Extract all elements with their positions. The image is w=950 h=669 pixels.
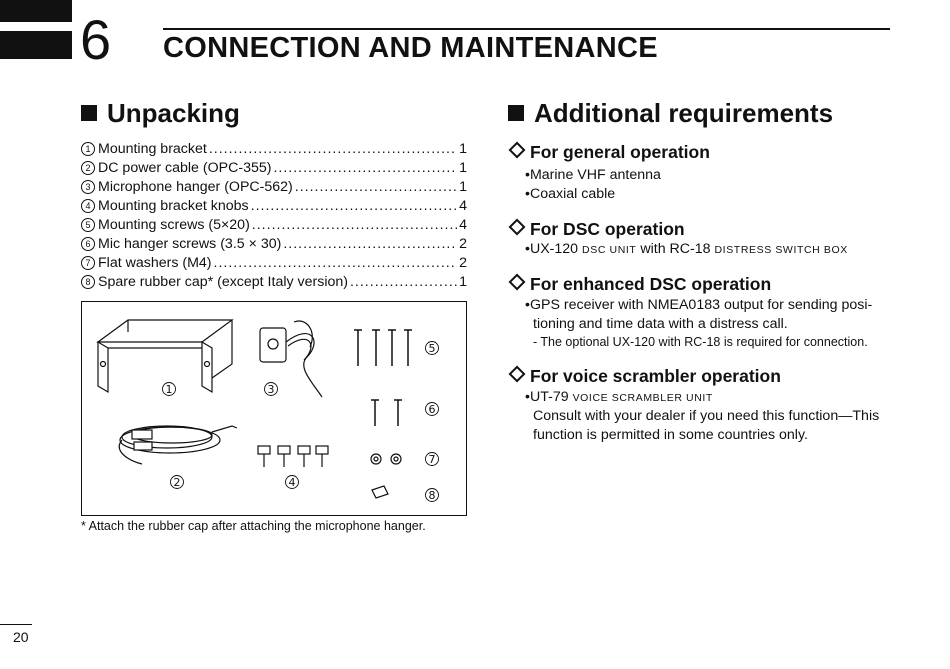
diamond-bullet-icon bbox=[509, 274, 526, 291]
with-desc: DISTRESS SWITCH BOX bbox=[714, 244, 848, 256]
item-quantity: 2 bbox=[459, 255, 467, 271]
rubber-cap-icon bbox=[372, 486, 388, 498]
unpacking-list bbox=[81, 140, 467, 292]
list-item: •GPS receiver with NMEA0183 output for sending posi- bbox=[525, 297, 873, 313]
label-2: 2 bbox=[173, 476, 181, 489]
item-name: Mounting bracket bbox=[98, 141, 207, 157]
item-number: 4 bbox=[81, 199, 95, 213]
list-item bbox=[81, 216, 467, 235]
label-8: 8 bbox=[428, 489, 436, 502]
item-name: DC power cable (OPC-355) bbox=[98, 160, 272, 176]
leader-dots bbox=[295, 178, 457, 197]
diamond-bullet-icon bbox=[509, 366, 526, 383]
list-item: •Coaxial cable bbox=[525, 186, 616, 202]
item-number: 3 bbox=[81, 180, 95, 194]
additional-title: Additional requirements bbox=[534, 98, 834, 128]
model-text: UX-120 bbox=[529, 241, 579, 257]
item-name: Spare rubber cap* (except Italy version) bbox=[98, 274, 348, 290]
list-item bbox=[81, 140, 467, 159]
accessories-illustration bbox=[81, 301, 467, 516]
list-item bbox=[81, 159, 467, 178]
model-desc: VOICE SCRAMBLER UNIT bbox=[572, 392, 713, 404]
enhanced-dsc-heading bbox=[508, 274, 771, 295]
power-cable-icon bbox=[119, 426, 237, 464]
list-item bbox=[81, 178, 467, 197]
with-text: with RC-18 bbox=[640, 241, 711, 257]
chapter-title: CONNECTION AND MAINTENANCE bbox=[163, 32, 658, 64]
item-quantity: 1 bbox=[459, 141, 467, 157]
mounting-bracket-icon bbox=[98, 320, 232, 392]
label-1: 1 bbox=[165, 383, 173, 396]
square-bullet-icon bbox=[508, 105, 524, 121]
item-name: Mic hanger screws (3.5 × 30) bbox=[98, 236, 282, 252]
chapter-number: 6 bbox=[80, 8, 112, 71]
item-number: 5 bbox=[81, 218, 95, 232]
heading-text: For general operation bbox=[530, 142, 710, 162]
page-number: 20 bbox=[13, 629, 29, 645]
unpacking-heading bbox=[81, 98, 240, 129]
flat-washers-icon bbox=[371, 454, 401, 464]
list-item bbox=[81, 254, 467, 273]
heading-text: For enhanced DSC operation bbox=[530, 274, 772, 294]
model-desc: DSC UNIT bbox=[582, 244, 637, 256]
item-description: function is permitted in some countries only. bbox=[533, 427, 808, 443]
accessories-drawing bbox=[82, 302, 466, 515]
leader-dots bbox=[214, 254, 458, 273]
list-item bbox=[81, 235, 467, 254]
label-4: 4 bbox=[288, 476, 296, 489]
label-5: 5 bbox=[428, 342, 436, 355]
item-quantity: 2 bbox=[459, 236, 467, 252]
item-note: - The optional UX-120 with RC-18 is required for connection. bbox=[533, 335, 868, 349]
item-name: Mounting screws (5×20) bbox=[98, 217, 250, 233]
item-number: 1 bbox=[81, 142, 95, 156]
item-text: Marine VHF antenna bbox=[529, 167, 661, 183]
item-name: Microphone hanger (OPC-562) bbox=[98, 179, 293, 195]
item-quantity: 4 bbox=[459, 217, 467, 233]
leader-dots bbox=[273, 159, 457, 178]
item-continuation: tioning and time data with a distress call. bbox=[533, 316, 788, 332]
bracket-knobs-icon bbox=[258, 446, 328, 467]
item-number: 8 bbox=[81, 275, 95, 289]
item-number: 7 bbox=[81, 256, 95, 270]
chapter-tab-bar bbox=[0, 0, 72, 22]
footnote: * Attach the rubber cap after attaching the microphone hanger. bbox=[81, 519, 426, 533]
item-quantity: 1 bbox=[459, 274, 467, 290]
list-item: •Marine VHF antenna bbox=[525, 167, 661, 183]
leader-dots bbox=[251, 197, 457, 216]
list-item: •UT-79 VOICE SCRAMBLER UNIT bbox=[525, 389, 713, 405]
leader-dots bbox=[209, 140, 457, 159]
item-text: GPS receiver with NMEA0183 output for sending posi- bbox=[529, 297, 873, 313]
square-bullet-icon bbox=[81, 105, 97, 121]
general-operation-heading bbox=[508, 142, 710, 163]
list-item: •UX-120 DSC UNIT with RC-18 DISTRESS SWITCH BOX bbox=[525, 241, 848, 257]
list-item bbox=[81, 197, 467, 216]
list-item bbox=[81, 273, 467, 292]
heading-text: For DSC operation bbox=[530, 219, 685, 239]
leader-dots bbox=[283, 235, 457, 254]
chapter-tab-bar bbox=[0, 31, 72, 59]
label-7: 7 bbox=[428, 453, 436, 466]
diamond-bullet-icon bbox=[509, 142, 526, 159]
voice-scrambler-heading bbox=[508, 366, 781, 387]
additional-requirements-heading bbox=[508, 98, 833, 129]
label-3: 3 bbox=[267, 383, 275, 396]
diamond-bullet-icon bbox=[509, 219, 526, 236]
page-number-rule bbox=[0, 624, 32, 625]
item-description: Consult with your dealer if you need this function—This bbox=[533, 408, 880, 424]
item-quantity: 1 bbox=[459, 160, 467, 176]
item-quantity: 1 bbox=[459, 179, 467, 195]
item-text: Coaxial cable bbox=[529, 186, 616, 202]
item-name: Flat washers (M4) bbox=[98, 255, 212, 271]
leader-dots bbox=[252, 216, 457, 235]
dsc-operation-heading bbox=[508, 219, 685, 240]
item-number: 6 bbox=[81, 237, 95, 251]
mounting-screws-icon bbox=[354, 330, 412, 366]
heading-text: For voice scrambler operation bbox=[530, 366, 781, 386]
leader-dots bbox=[350, 273, 457, 292]
mic-hanger-screws-icon bbox=[371, 400, 402, 426]
item-number: 2 bbox=[81, 161, 95, 175]
header-rule bbox=[163, 28, 890, 30]
label-6: 6 bbox=[428, 403, 436, 416]
model-text: UT-79 bbox=[529, 389, 569, 405]
unpacking-title: Unpacking bbox=[107, 98, 240, 128]
item-name: Mounting bracket knobs bbox=[98, 198, 249, 214]
item-quantity: 4 bbox=[459, 198, 467, 214]
